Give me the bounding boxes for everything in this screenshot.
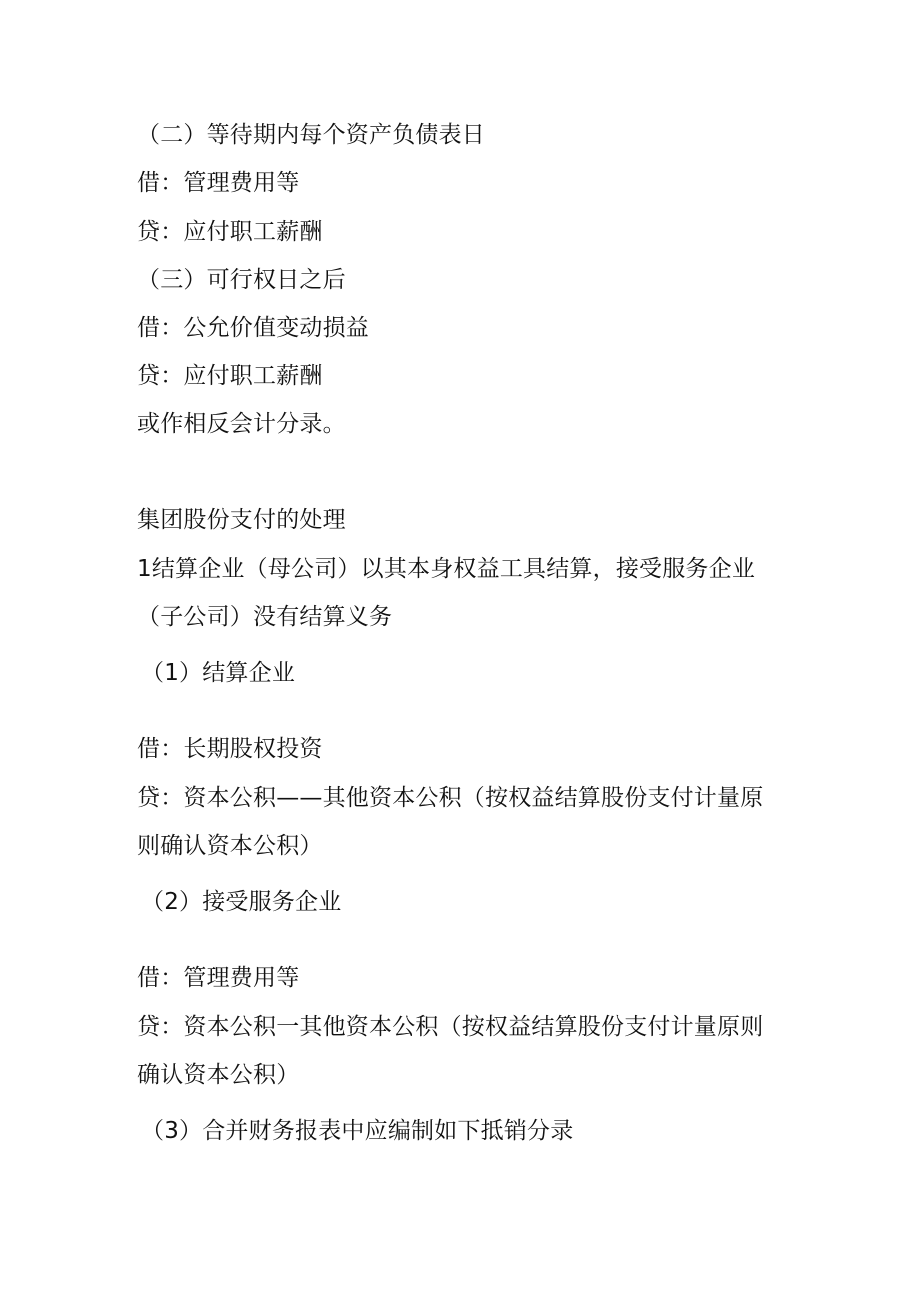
credit-line: 贷：资本公积一其他资本公积（按权益结算股份支付计量原则 bbox=[137, 1014, 764, 1040]
debit-line: 借：管理费用等 bbox=[137, 170, 300, 196]
group-heading: 集团股份支付的处理 bbox=[137, 507, 346, 533]
paragraph-line: 确认资本公积） bbox=[137, 1062, 300, 1088]
paragraph-line: 1结算企业（母公司）以其本身权益工具结算，接受服务企业 bbox=[137, 556, 756, 582]
credit-line: 贷：应付职工薪酬 bbox=[137, 363, 323, 389]
subsection-heading: （1）结算企业 bbox=[141, 660, 296, 686]
section-heading-3: （三）可行权日之后 bbox=[137, 267, 346, 293]
subsection-heading: （3）合并财务报表中应编制如下抵销分录 bbox=[141, 1118, 574, 1144]
paragraph-line: 则确认资本公积） bbox=[137, 833, 323, 859]
debit-line: 借：管理费用等 bbox=[137, 965, 300, 991]
credit-line: 贷：资本公积——其他资本公积（按权益结算股份支付计量原 bbox=[137, 785, 764, 811]
section-heading-2: （二）等待期内每个资产负债表日 bbox=[137, 122, 485, 148]
paragraph-line: （子公司）没有结算义务 bbox=[137, 604, 393, 630]
subsection-heading: （2）接受服务企业 bbox=[141, 889, 342, 915]
debit-line: 借：长期股权投资 bbox=[137, 736, 323, 762]
note-line: 或作相反会计分录。 bbox=[137, 411, 346, 437]
credit-line: 贷：应付职工薪酬 bbox=[137, 219, 323, 245]
debit-line: 借：公允价值变动损益 bbox=[137, 315, 369, 341]
